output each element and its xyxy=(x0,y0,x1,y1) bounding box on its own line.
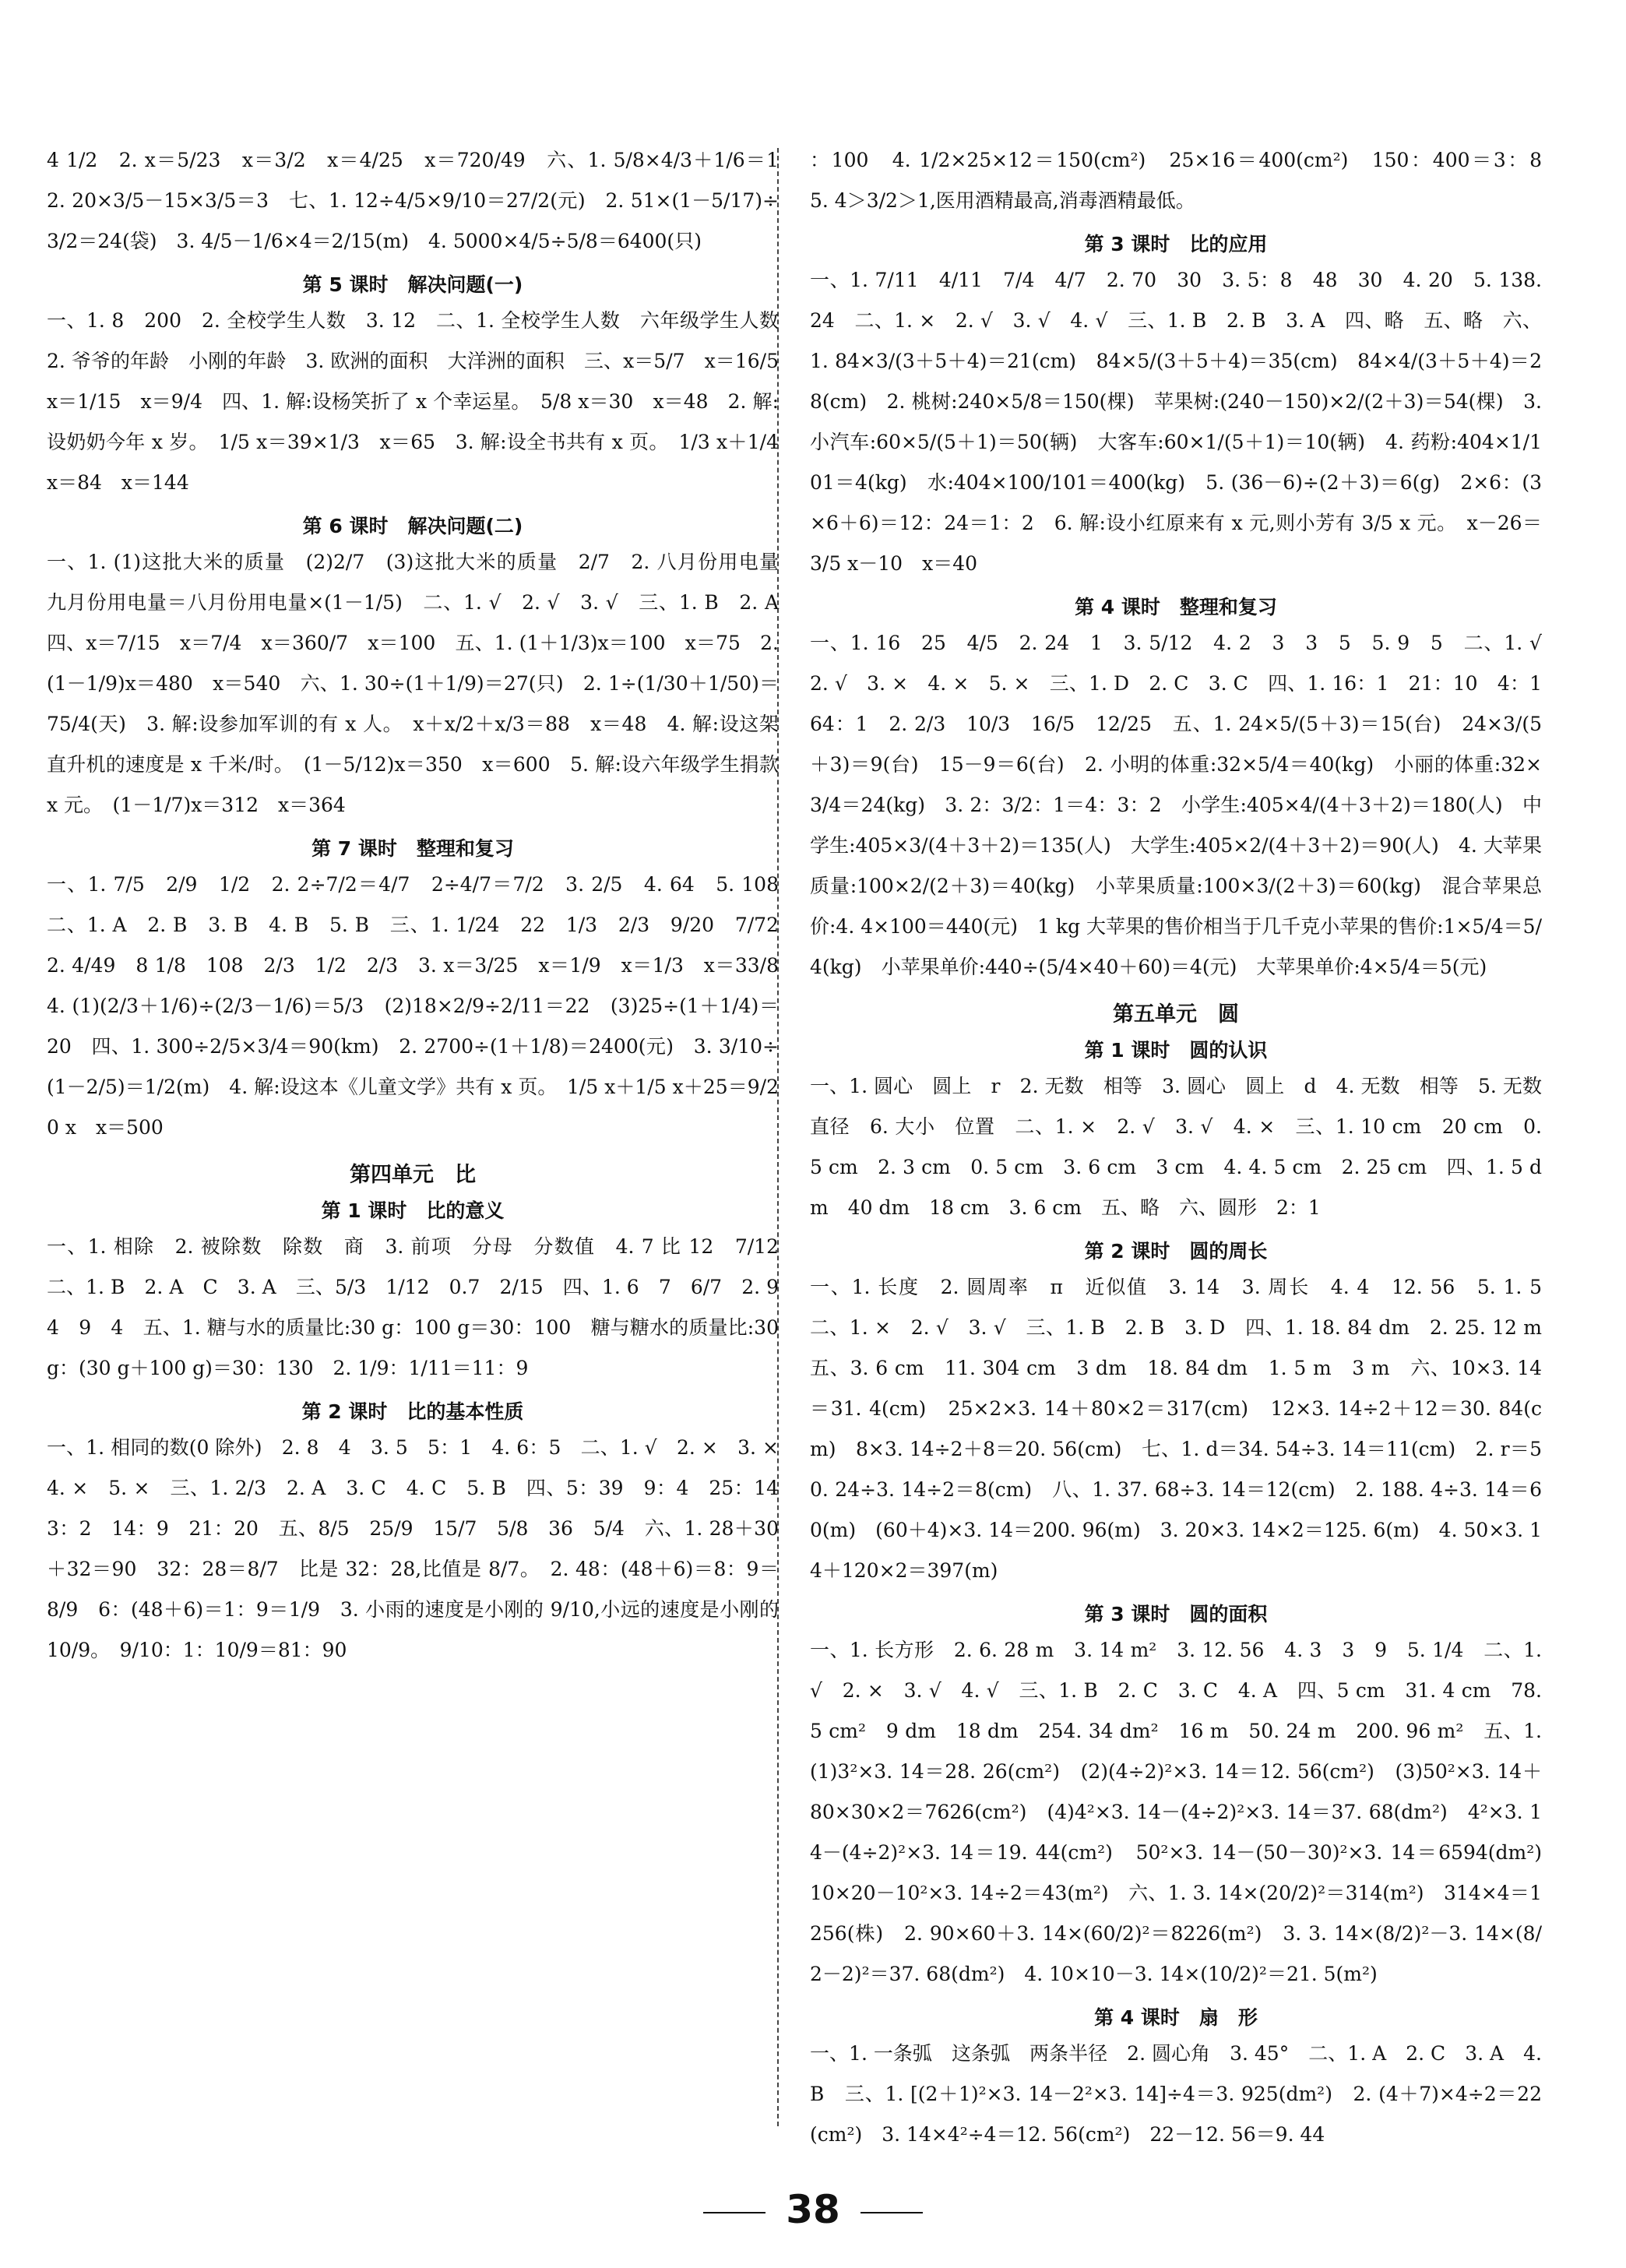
answer-block: 一、1. 7/5 2/9 1/2 2. 2÷7/2＝4/7 2÷4/7＝7/2 3. 2/5 4. 64 5. 108 二、1. A 2. B 3. B 4. B 5. B 三、1. 1/24 22 1/3 2/3 9/20 7/72 2. 4/49 8 1/8 108 2/3 1/2 2/3 3. x＝3/25 x＝1/9 x＝1/3 x＝33/8 4. (1)(2/3＋1/6)÷(2/3－1/6)＝5/3 (2)18×2/9÷2/11＝22 (3)25÷(1＋1/4)＝20 四、1. 300÷2/5×3/4＝90(km) 2. 2700÷(1＋1/8)＝2400(元) 3. 3/10÷(1－2/5)＝1/2(m) 4. 解:设这本《儿童文学》共有 x 页。 1/5 x＋1/5 x＋25＝9/20 x x＝500 xyxy=(47,873,799,1139)
unit-heading: 第五单元 圆 xyxy=(1113,1002,1239,1027)
lesson-heading: 第 6 课时 解决问题(二) xyxy=(302,515,523,537)
answer-block: 一、1. 一条弧 这条弧 两条半径 2. 圆心角 3. 45° 二、1. A 2. C 3. A 4. B 三、1. [(2＋1)²×3. 14－2²×3. 14]÷4＝3. 925(dm²) 2. (4＋7)×4÷2＝22(cm²) 3. 14×4²÷4＝12. 56(cm²) 22－12. 56＝9. 44 xyxy=(810,2042,1542,2146)
answer-block: 一、1. 16 25 4/5 2. 24 1 3. 5/12 4. 2 3 3 5 5. 9 5 二、1. √ 2. √ 3. × 4. × 5. × 三、1. D 2. C 3. C 四、1. 16：1 21：10 4：1 64：1 2. 2/3 10/3 16/5 12/25 五、1. 24×5/(5＋3)＝15(台) 24×3/(5＋3)＝9(台) 15－9＝6(台) 2. 小明的体重:32×5/4＝40(kg) 小丽的体重:32×3/4＝24(kg) 3. 2：3/2：1＝4：3：2 小学生:405×4/(4＋3＋2)＝180(人) 中学生:405×3/(4＋3＋2)＝135(人) 大学生:405×2/(4＋3＋2)＝90(人) 4. 大苹果质量:100×2/(2＋3)＝40(kg) 小苹果质量:100×3/(2＋3)＝60(kg) 混合苹果总价:4. 4×100＝440(元) 1 kg 大苹果的售价相当于几千克小苹果的售价:1×5/4＝5/4(kg) 小苹果单价:440÷(5/4×40＋60)＝4(元) 大苹果单价:4×5/4＝5(元) xyxy=(810,632,1562,978)
answer-block: 一、1. 长方形 2. 6. 28 m 3. 14 m² 3. 12. 56 4. 3 3 9 5. 1/4 二、1. √ 2. × 3. √ 4. √ 三、1. B 2. C 3. C 4. A 四、5 cm 31. 4 cm 78. 5 cm² 9 dm 18 dm 254. 34 dm² 16 m 50. 24 m 200. 96 m² 五、1. (1)3²×3. 14＝28. 26(cm²) (2)(4÷2)²×3. 14＝12. 56(cm²) (3)50²×3. 14＋80×30×2＝7626(cm²) (4)4²×3. 14－(4÷2)²×3. 14＝37. 68(dm²) 4²×3. 14－(4÷2)²×3. 14＝19. 44(cm²) 50²×3. 14－(50－30)²×3. 14＝6594(dm²) 10×20－10²×3. 14÷2＝43(m²) 六、1. 3. 14×(20/2)²＝314(m²) 314×4＝1256(株) 2. 90×60＋3. 14×(60/2)²＝8226(m²) 3. 3. 14×(8/2)²－3. 14×(8/2－2)²＝37. 68(dm²) 4. 10×10－3. 14×(10/2)²＝21. 5(m²) xyxy=(810,1639,1562,1985)
answer-block: 一、1. 圆心 圆上 r 2. 无数 相等 3. 圆心 圆上 d 4. 无数 相等 5. 无数 直径 6. 大小 位置 二、1. × 2. √ 3. √ 4. × 三、1. 10 cm 20 cm 0. 5 cm 2. 3 cm 0. 5 cm 3. 6 cm 3 cm 4. 4. 5 cm 2. 25 cm 四、1. 5 dm 40 dm 18 cm 3. 6 cm 五、略 六、圆形 2：1 xyxy=(810,1075,1562,1219)
answer-block: 一、1. (1)这批大米的质量 (2)2/7 (3)这批大米的质量 2/7 2. 八月份用电量 九月份用电量＝八月份用电量×(1－1/5) 二、1. √ 2. √ 3. √ 三、1. B 2. A 四、x＝7/15 x＝7/4 x＝360/7 x＝100 五、1. (1＋1/3)x＝100 x＝75 2. (1－1/9)x＝480 x＝540 六、1. 30÷(1＋1/9)＝27(只) 2. 1÷(1/30＋1/50)＝75/4(天) 3. 解:设参加军训的有 x 人。 x＋x/2＋x/3＝88 x＝48 4. 解:设这架直升机的速度是 x 千米/时。 (1－5/12)x＝350 x＝600 5. 解:设六年级学生捐款 x 元。 (1－1/7)x＝312 x＝364 xyxy=(47,551,799,816)
lesson-heading: 第 7 课时 整理和复习 xyxy=(311,837,514,860)
lesson-heading: 第 4 课时 整理和复习 xyxy=(1075,596,1277,618)
right-column xyxy=(810,140,1562,2155)
page-number-dash-right xyxy=(861,2212,923,2213)
lesson-heading: 第 3 课时 比的应用 xyxy=(1084,233,1268,255)
answer-block: 一、1. 相同的数(0 除外) 2. 8 4 3. 5 5：1 4. 6：5 二、1. √ 2. × 3. × 4. × 5. × 三、1. 2/3 2. A 3. C 4. C 5. B 四、5：39 9：4 25：14 3：2 14：9 21：20 五、8/5 25/9 15/7 5/8 36 5/4 六、1. 28＋30＋32＝90 32：28＝8/7 比是 32：28,比值是 8/7。 2. 48：(48＋6)＝8：9＝8/9 6：(48＋6)＝1：9＝1/9 3. 小雨的速度是小刚的 9/10,小远的速度是小刚的 10/9。 9/10：1：10/9＝81：90 xyxy=(47,1436,799,1661)
lesson-heading: 第 1 课时 比的意义 xyxy=(321,1199,505,1222)
answer-block: 一、1. 长度 2. 圆周率 π 近似值 3. 14 3. 周长 4. 4 12. 56 5. 1. 5 二、1. × 2. √ 3. √ 三、1. B 2. B 3. D 四、1. 18. 84 dm 2. 25. 12 m 五、3. 6 cm 11. 304 cm 3 dm 18. 84 dm 1. 5 m 3 m 六、10×3. 14＝31. 4(cm) 25×2×3. 14＋80×2＝317(cm) 12×3. 14÷2＋12＝30. 84(cm) 8×3. 14÷2＋8＝20. 56(cm) 七、1. d＝34. 54÷3. 14＝11(cm) 2. r＝50. 24÷3. 14÷2＝8(cm) 八、1. 37. 68÷3. 14＝12(cm) 2. 188. 4÷3. 14＝60(m) (60＋4)×3. 14＝200. 96(m) 3. 20×3. 14×2＝125. 6(m) 4. 50×3. 14＋120×2＝397(m) xyxy=(810,1276,1562,1582)
lesson-heading: 第 2 课时 比的基本性质 xyxy=(301,1400,524,1423)
lesson-heading: 第 2 课时 圆的周长 xyxy=(1084,1240,1268,1263)
lesson-heading: 第 3 课时 圆的面积 xyxy=(1084,1603,1268,1625)
page-number xyxy=(0,2187,1626,2232)
lesson-heading: 第 1 课时 圆的认识 xyxy=(1084,1039,1268,1062)
page-number-dash-left xyxy=(703,2212,765,2213)
left-column xyxy=(47,140,799,1671)
answer-block: ：100 4. 1/2×25×12＝150(cm²) 25×16＝400(cm²) 150：400＝3：8 5. 4＞3/2＞1,医用酒精最高,消毒酒精最低。 xyxy=(810,149,1562,212)
answer-block: 一、1. 相除 2. 被除数 除数 商 3. 前项 分母 分数值 4. 7 比 12 7/12 二、1. B 2. A C 3. A 三、5/3 1/12 0.7 2/15 四、1. 6 7 6/7 2. 9 4 9 4 五、1. 糖与水的质量比:30 g：100 g＝30：100 糖与糖水的质量比:30 g：(30 g＋100 g)＝30：130 2. 1/9：1/11＝11：9 xyxy=(47,1235,799,1379)
answer-block: 一、1. 8 200 2. 全校学生人数 3. 12 二、1. 全校学生人数 六年级学生人数 2. 爷爷的年龄 小刚的年龄 3. 欧洲的面积 大洋洲的面积 三、x＝5/7 x＝16/5 x＝1/15 x＝9/4 四、1. 解:设杨笑折了 x 个幸运星。 5/8 x＝30 x＝48 2. 解:设奶奶今年 x 岁。 1/5 x＝39×1/3 x＝65 3. 解:设全书共有 x 页。 1/3 x＋1/4 x＝84 x＝144 xyxy=(47,309,799,494)
page-number-text: 38 xyxy=(786,2187,840,2232)
lesson-heading: 第 5 课时 解决问题(一) xyxy=(302,273,523,296)
answer-block: 4 1/2 2. x＝5/23 x＝3/2 x＝4/25 x＝720/49 六、1. 5/8×4/3＋1/6＝1 2. 20×3/5－15×3/5＝3 七、1. 12÷4/5×9/10＝27/2(元) 2. 51×(1－5/17)÷3/2＝24(袋) 3. 4/5－1/6×4＝2/15(m) 4. 5000×4/5÷5/8＝6400(只) xyxy=(47,149,799,252)
unit-heading: 第四单元 比 xyxy=(350,1163,476,1187)
answer-block: 一、1. 7/11 4/11 7/4 4/7 2. 70 30 3. 5：8 48 30 4. 20 5. 138. 24 二、1. × 2. √ 3. √ 4. √ 三、1. B 2. B 3. A 四、略 五、略 六、1. 84×3/(3＋5＋4)＝21(cm) 84×5/(3＋5＋4)＝35(cm) 84×4/(3＋5＋4)＝28(cm) 2. 桃树:240×5/8＝150(棵) 苹果树:(240－150)×2/(2＋3)＝54(棵) 3. 小汽车:60×5/(5＋1)＝50(辆) 大客车:60×1/(5＋1)＝10(辆) 4. 药粉:404×1/101＝4(kg) 水:404×100/101＝400(kg) 5. (36－6)÷(2＋3)＝6(g) 2×6：(3×6＋6)＝12：24＝1：2 6. 解:设小红原来有 x 元,则小芳有 3/5 x 元。 x－26＝3/5 x－10 x＝40 xyxy=(810,269,1542,575)
lesson-heading: 第 4 课时 扇 形 xyxy=(1094,2006,1258,2029)
